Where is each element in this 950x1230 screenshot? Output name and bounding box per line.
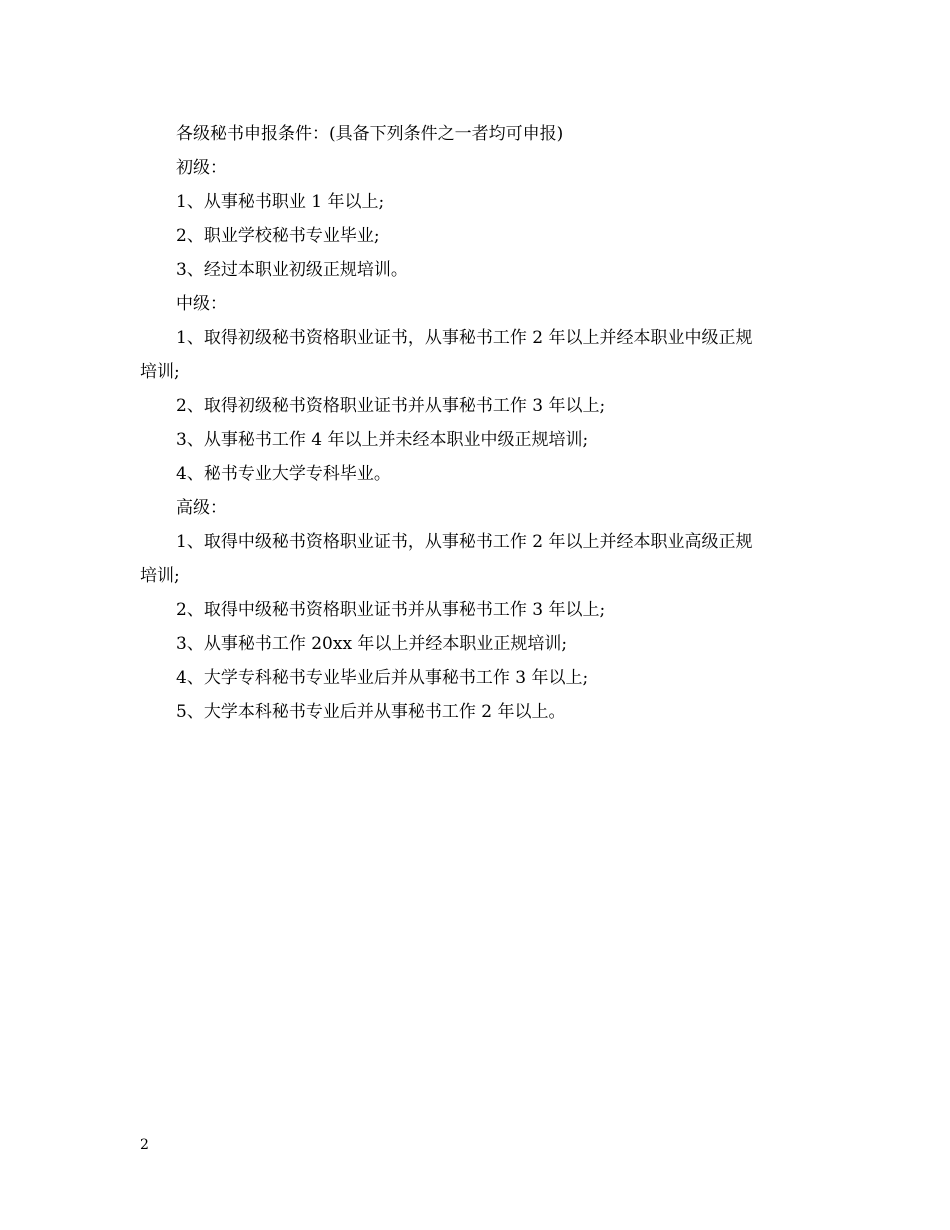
section-heading-junior: 初级： <box>176 158 227 178</box>
document-body <box>140 117 820 729</box>
junior-item-2: 2、职业学校秘书专业毕业; <box>176 226 380 246</box>
section-heading-senior: 高级： <box>176 498 227 518</box>
intro-heading: 各级秘书申报条件：(具备下列条件之一者均可申报) <box>176 124 564 144</box>
senior-item-5: 5、大学本科秘书专业后并从事秘书工作 2 年以上。 <box>176 702 566 722</box>
senior-item-3: 3、从事秘书工作 20xx 年以上并经本职业正规培训; <box>176 634 568 654</box>
intermediate-item-1-continued: 培训; <box>140 362 180 382</box>
intermediate-item-1: 1、取得初级秘书资格职业证书，从事秘书工作 2 年以上并经本职业中级正规 <box>176 328 753 348</box>
section-heading-intermediate: 中级： <box>176 294 227 314</box>
intermediate-item-4: 4、秘书专业大学专科毕业。 <box>176 464 391 484</box>
senior-item-2: 2、取得中级秘书资格职业证书并从事秘书工作 3 年以上; <box>176 600 606 620</box>
senior-item-1: 1、取得中级秘书资格职业证书，从事秘书工作 2 年以上并经本职业高级正规 <box>176 532 753 552</box>
page-number: 2 <box>140 1137 149 1153</box>
senior-item-4: 4、大学专科秘书专业毕业后并从事秘书工作 3 年以上; <box>176 668 589 688</box>
intermediate-item-2: 2、取得初级秘书资格职业证书并从事秘书工作 3 年以上; <box>176 396 606 416</box>
senior-item-1-continued: 培训; <box>140 566 180 586</box>
junior-item-1: 1、从事秘书职业 1 年以上; <box>176 192 385 212</box>
junior-item-3: 3、经过本职业初级正规培训。 <box>176 260 408 280</box>
intermediate-item-3: 3、从事秘书工作 4 年以上并未经本职业中级正规培训; <box>176 430 589 450</box>
